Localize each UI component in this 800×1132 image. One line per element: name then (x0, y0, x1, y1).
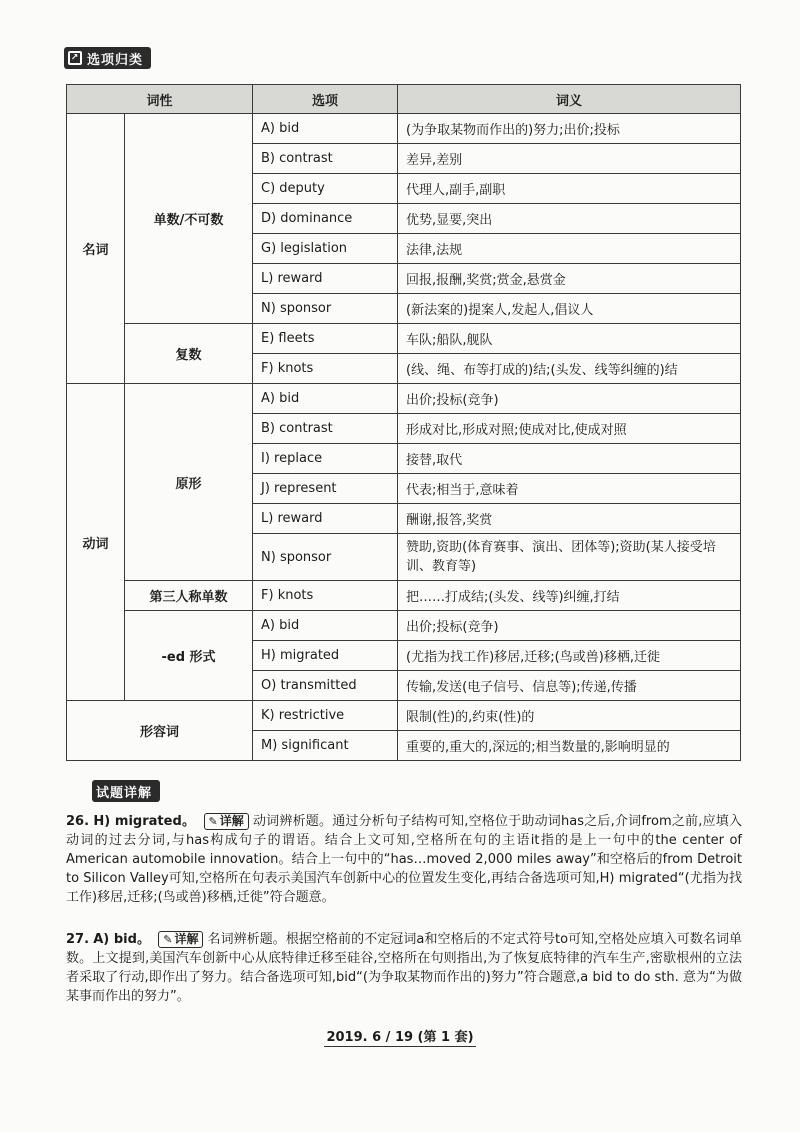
option-cell: N) sponsor (253, 534, 398, 581)
pos-cell: 动词 (67, 384, 125, 701)
header-pos: 词性 (67, 85, 253, 114)
table-row (67, 114, 741, 144)
meaning-cell: 形成对比,形成对照;使成对比,使成对照 (398, 414, 741, 444)
meaning-cell: 赞助,资助(体育赛事、演出、团体等);资助(某人接受培训、教育等) (398, 534, 741, 581)
meaning-cell: 酬谢,报答,奖赏 (398, 504, 741, 534)
section-title-label: 试题详解 (96, 785, 153, 801)
table-row (67, 384, 741, 414)
option-cell: A) bid (253, 114, 398, 144)
option-cell: N) sponsor (253, 294, 398, 324)
section-title-question-explanation (92, 780, 160, 802)
pencil-icon: ✎ (208, 815, 218, 828)
subcategory-cell: 复数 (125, 324, 253, 384)
option-cell: D) dominance (253, 204, 398, 234)
option-cell: L) reward (253, 504, 398, 534)
explanation-text: 动词辨析题。通过分析句子结构可知,空格位于助动词has之后,介词from之前,应填入动词的过去分词,与has构成句子的谓语。结合上文可知,空格所在句的主语it指的是上一句中的the center of American automobile innovation。结合上一句中的“has…moved 2,000 miles away”和空格后的from Detroit to Silicon Valley可知,空格所在句表示美国汽车创新中心的位置发生变化,再结合备选项可知,H) migrated“(尤指为找工作)移居,迁移;(鸟或兽)移栖,迁徙”符合题意。 (66, 814, 742, 905)
meaning-cell: 把……打成结;(头发、线等)纠缠,打结 (398, 581, 741, 611)
meaning-cell: 代表;相当于,意味着 (398, 474, 741, 504)
pos-cell: 名词 (67, 114, 125, 384)
subcategory-cell: -ed 形式 (125, 611, 253, 701)
page-footer (0, 1026, 800, 1045)
subcategory-cell: 原形 (125, 384, 253, 581)
detail-badge-label: 详解 (174, 932, 199, 946)
option-cell: H) migrated (253, 641, 398, 671)
meaning-cell: 车队;船队,舰队 (398, 324, 741, 354)
meaning-cell: 优势,显要,突出 (398, 204, 741, 234)
pencil-icon: ✎ (163, 933, 173, 946)
meaning-cell: 重要的,重大的,深远的;相当数量的,影响明显的 (398, 731, 741, 761)
option-cell: F) knots (253, 354, 398, 384)
answer: A) bid。 (93, 932, 151, 947)
detail-badge (158, 931, 203, 948)
meaning-cell: 出价;投标(竞争) (398, 384, 741, 414)
arrow-icon: ↗ (68, 51, 82, 65)
option-cell: A) bid (253, 611, 398, 641)
table-row (67, 701, 741, 731)
option-cell: J) represent (253, 474, 398, 504)
meaning-cell: 法律,法规 (398, 234, 741, 264)
table-body (67, 114, 741, 761)
footer-date-label: 2019. 6 / 19 (第 1 套) (326, 1030, 474, 1045)
option-cell: C) deputy (253, 174, 398, 204)
meaning-cell: (为争取某物而作出的)努力;出价;投标 (398, 114, 741, 144)
meaning-cell: 差异,差别 (398, 144, 741, 174)
detail-badge (204, 813, 249, 830)
option-cell: M) significant (253, 731, 398, 761)
meaning-cell: 传输,发送(电子信号、信息等);传递,传播 (398, 671, 741, 701)
meaning-cell: 代理人,副手,副职 (398, 174, 741, 204)
option-cell: I) replace (253, 444, 398, 474)
header-meaning: 词义 (398, 85, 741, 114)
explanation-26 (66, 812, 742, 907)
section-title-label: 选项归类 (87, 52, 144, 68)
table-row (67, 581, 741, 611)
option-cell: F) knots (253, 581, 398, 611)
meaning-cell: (尤指为找工作)移居,迁移;(鸟或兽)移栖,迁徙 (398, 641, 741, 671)
meaning-cell: 限制(性)的,约束(性)的 (398, 701, 741, 731)
table-row (67, 324, 741, 354)
option-cell: L) reward (253, 264, 398, 294)
explanation-27 (66, 930, 742, 1006)
subcategory-cell: 第三人称单数 (125, 581, 253, 611)
option-cell: O) transmitted (253, 671, 398, 701)
option-cell: K) restrictive (253, 701, 398, 731)
table-header-row (67, 85, 741, 114)
section-title-option-classification (64, 47, 151, 69)
option-cell: B) contrast (253, 414, 398, 444)
meaning-cell: 回报,报酬,奖赏;赏金,悬赏金 (398, 264, 741, 294)
vocabulary-table (66, 84, 741, 761)
option-cell: E) fleets (253, 324, 398, 354)
question-number: 27. (66, 932, 90, 947)
table-row (67, 611, 741, 641)
meaning-cell: 接替,取代 (398, 444, 741, 474)
option-cell: G) legislation (253, 234, 398, 264)
option-cell: B) contrast (253, 144, 398, 174)
question-number: 26. (66, 814, 90, 829)
detail-badge-label: 详解 (219, 814, 244, 828)
subcategory-cell: 单数/不可数 (125, 114, 253, 324)
pos-cell: 形容词 (67, 701, 253, 761)
meaning-cell: 出价;投标(竞争) (398, 611, 741, 641)
option-cell: A) bid (253, 384, 398, 414)
meaning-cell: (线、绳、布等打成的)结;(头发、线等纠缠的)结 (398, 354, 741, 384)
meaning-cell: (新法案的)提案人,发起人,倡议人 (398, 294, 741, 324)
explanation-text: 名词辨析题。根据空格前的不定冠词a和空格后的不定式符号to可知,空格处应填入可数名词单数。上文提到,美国汽车创新中心从底特律迁移至硅谷,空格所在句则指出,为了恢复底特律的汽车生产,密歇根州的立法者采取了行动,即作出了努力。结合备选项可知,bid“(为争取某物而作出的)努力”符合题意,a bid to do sth. 意为“为做某事而作出的努力”。 (66, 932, 743, 1004)
header-option: 选项 (253, 85, 398, 114)
answer: H) migrated。 (93, 814, 196, 829)
